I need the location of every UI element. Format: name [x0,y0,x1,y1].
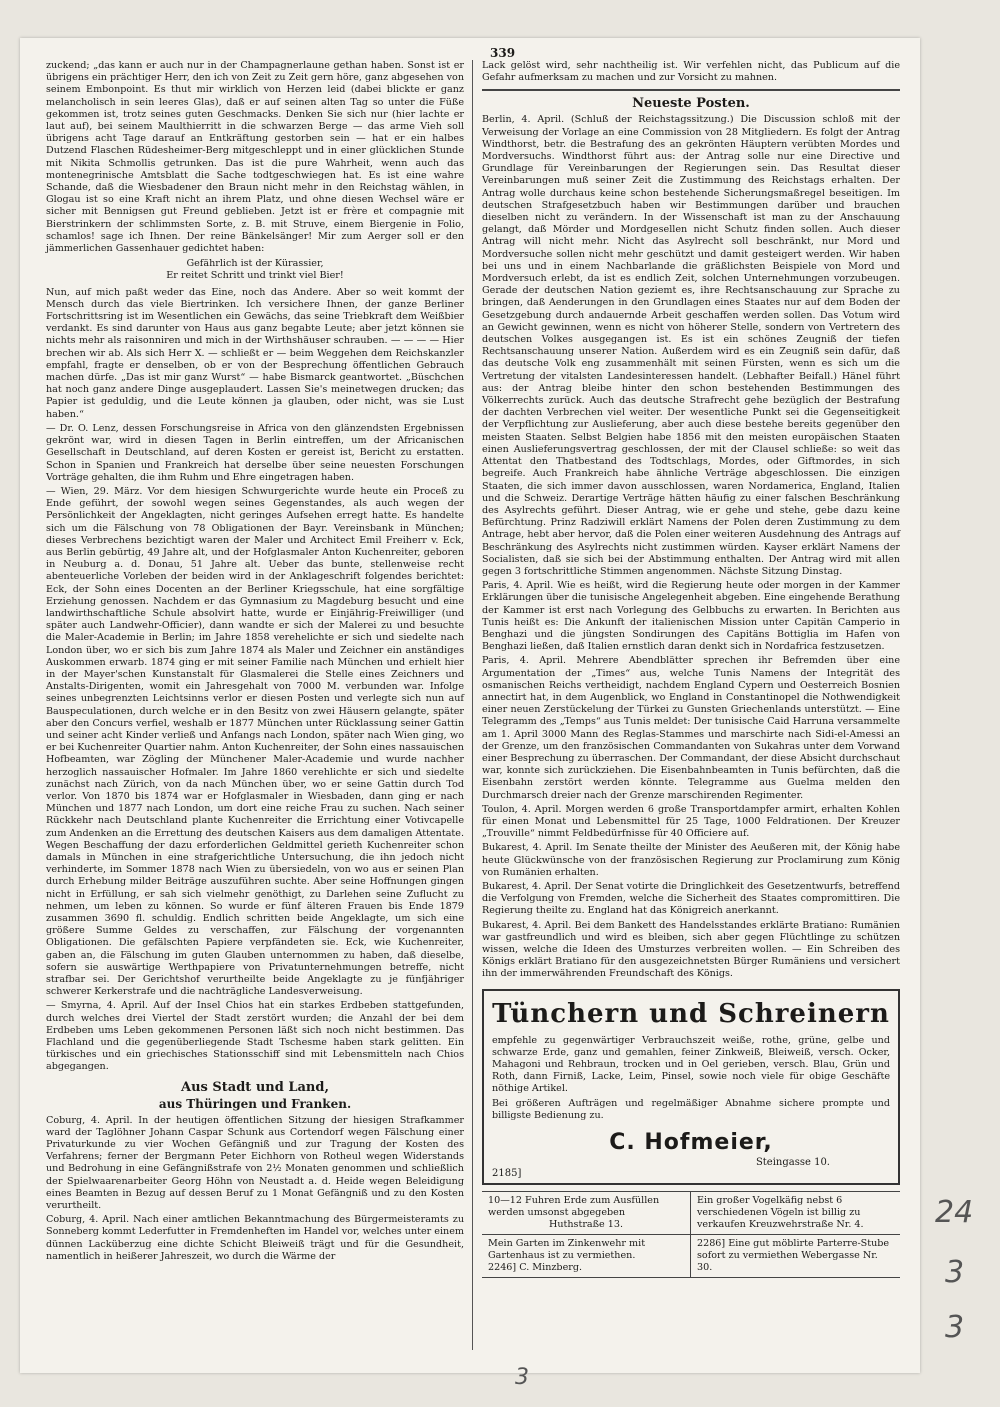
small-ad-line: Huthstraße 13. [548,1219,624,1231]
news-paragraph: Paris, 4. April. Mehrere Abendblätter sprechen ihr Befremden über eine Argumentation der „Times“ aus, welche Tunis Namens der Integrität des osmanischen Reichs vertheidigt, nachdem England Cypern und Oesterreich Bosnien annectirt hat, in dem Augenblick, wo England in Constantinopel die Nothwendigkeit einer neuen Zerstückelung der Türkei zu Gunsten Griechenlands unterstützt. — Eine Telegramm des „Temps“ aus Tunis meldet: Der tunisische Caid Harruna versammelte am 1. April 3000 Mann des Reglas-Stammes und marschirte nach Sidi-el-Amessi an der Grenze, um den französischen Commandanten von Sukahras unter dem Vorwand einer Besprechung zu überraschen. Der Commandant, der diese Absicht durchschaut war, konnte sich zurückziehen. Die Eisenbahnbeamten in Tunis befürchten, daß die Eisenbahn zerstört werden könnte. Telegramme aus Guelma melden den Durchmarsch dreier nach der Grenze marschirenden Regimenter. [482,655,900,801]
small-ad-line: 2246] C. Minzberg. [488,1262,583,1274]
news-paragraph: Paris, 4. April. Wie es heißt, wird die Regierung heute oder morgen in der Kammer Erklärungen über die tunisische Angelegenheit abgeben. Eine eingehende Berathung der Kammer ist erst nach Vorlegung des Gelbbuchs zu erwarten. In Berichten aus Tunis heißt es: Die Ankunft der italienischen Mission unter Capitän Camperio in Benghazi und die jüngsten Sondirungen des Capitäns Bottiglia im Hafen von Benghazi ließen, daß Italien ernstlich daran denkt sich in Nordafrica festzusetzen. [482,580,900,653]
posts-heading: Neueste Posten. [632,96,750,112]
article-paragraph: zuckend; „das kann er auch nur in der Champagnerlaune gethan haben. Sonst ist er übrigens ein prächtiger Herr, den ich von Zeit zu Zeit gern höre, ganz abgesehen von seinem Embonpoint. Es thut mir wirklich von Herzen leid (dabei blickte er ganz melancholisch in sein leeres Glas), daß er auf seinen alten Tag so unter die Füße gekommen ist, trotz seines guten Geschmacks. Denken Sie sich nur (hier lachte er laut auf), bei seinem Maulthierritt in die schwarzen Berge — das arme Vieh soll übrigens acht Tage darauf an Entkräftung gestorben sein — hat er ein halbes Dutzend Flaschen Rüdesheimer-Berg mitgeschleppt und in einer glücklichen Stunde mit Nikita Schmollis getrunken. Das ist die pure Wahrheit, wenn auch das montenegrinische Amtsblatt die Sache todtgeschwiegen hat. Es ist eine wahre Schande, daß die Wiesbadener den Braun nicht mehr in den Reichstag wählen, in Glogau ist so eine Kraft nicht an ihrem Platz, und ohne diesen Wechsel wäre er sicher mit Bennigsen gut Freund geblieben. Jetzt ist er frère et compagnie mit Bierstrinkern der schlimmsten Sorte, z. B. mit Struve, einem Biergenie in Folio, schamlos! sage ich Ihnen. Der reine Bänkelsänger! Mir zum Aerger soll er den jämmerlichen Gassenhauer gedichtet haben: [46,60,464,255]
news-paragraph: Bukarest, 4. April. Bei dem Bankett des Handelsstandes erklärte Bratiano: Rumänien war gastfreundlich und wird es bleiben, sich aber gegen Flüchtlinge zu schützen wissen, welche die Ideen des Umsturzes verbreiten wollen. — Ein Schreiben des Königs erklärt Bratiano für den ausgezeichnetsten Bürger Rumäniens und versichert ihn der immerwährenden Freundschaft des Königs. [482,919,900,980]
verse-line: Gefährlich ist der Kürassier, [186,258,324,270]
right-column [482,60,900,1278]
news-paragraph: Toulon, 4. April. Morgen werden 6 große Transportdampfer armirt, erhalten Kohlen für einen Monat und Lebensmittel für 25 Tage, 1000 Feldrationen. Der Kreuzer „Trouville“ nimmt Feldbedürfnisse für 40 Officiere auf. [482,803,900,840]
section-heading: Aus Stadt und Land, [181,1079,329,1095]
margin-note: 3 [945,1310,965,1345]
section-rule [482,89,900,91]
margin-note: 3 [945,1255,965,1290]
article-paragraph: — Smyrna, 4. April. Auf der Insel Chios hat ein starkes Erdbeben stattgefunden, durch welches drei Viertel der Stadt zerstört wurden; die Anzahl der bei dem Erdbeben ums Leben gekommenen Personen läßt sich noch nicht bestimmen. Das Flachland und die gegenüberliegende Stadt Tschesme haben stark gelitten. Ein türkisches und ein griechisches Stationsschiff sind mit Lebensmitteln nach Chios abgegangen. [46,1000,464,1073]
news-paragraph: Bukarest, 4. April. Der Senat votirte die Dringlichkeit des Gesetzentwurfs, betreffend die Verfolgung von Fremden, welche die Sicherheit des Staates compromittiren. Die Regierung theilte zu. England hat das Königreich anerkannt. [482,881,900,917]
article-paragraph: Coburg, 4. April. In der heutigen öffentlichen Sitzung der hiesigen Strafkammer ward der Taglöhner Johann Caspar Schunk aus Cortendorf wegen Fälschung einer Privaturkunde zu vier Wochen Gefängniß und zur Tragung der Kosten des Verfahrens; ferner der Bergmann Peter Eichhorn von Rotheul wegen Widerstands und Bedrohung in eine Gefängnißstrafe von 2½ Monaten genommen und schließlich der Spielwaarenarbeiter Georg Höhn von Neustadt a. d. Heide wegen Beleidigung eines Beamten in Bezug auf dessen Beruf zu 1 Monat Gefängniß und zu den Kosten verurtheilt. [46,1114,464,1212]
left-column [46,60,464,1265]
small-ad-line: Mein Garten im Zinkenwehr mit Gartenhaus ist zu vermiethen. [488,1238,646,1262]
article-paragraph: — Wien, 29. März. Vor dem hiesigen Schwurgerichte wurde heute ein Proceß zu Ende geführt, der sowohl wegen seines Gegenstandes, als auch wegen der Persönlichkeit der Angeklagten, nicht geringes Aufsehen erregt hatte. Es handelte sich um die Fälschung von 78 Obligationen der Bayr. Vereinsbank in München; dieses Verbrechens bezichtigt waren der Maler und Architect Emil Freiherr v. Eck, aus Berlin gebürtig, 49 Jahre alt, und der Hofglasmaler Anton Kuchenreiter, geboren in Neuburg a. d. Donau, 51 Jahre alt. Ueber das bunte, stellenweise recht abenteuerliche Vorleben der beiden wird in der Anklageschrift folgendes berichtet: Eck, der Sohn eines Docenten an der Berliner Kriegsschule, hat eine sorgfältige Erziehung genossen. Nachdem er das Gymnasium zu Magdeburg besucht und eine landwirthschaftliche Schule absolvirt hatte, wurde er Einjährig-Freiwilliger (und später auch Landwehr-Officier), dann wandte er sich der Malerei zu und besuchte die Maler-Academie in Berlin; im Jahre 1858 verehelichte er sich und siedelte nach London über, wo er sich bis zum Jahre 1874 als Maler und Zeichner ein anständiges Auskommen erwarb. 1874 ging er mit seiner Familie nach München und erhielt hier in der Mayer'schen Kunstanstalt für Glasmalerei die Stelle eines Zeichners und Anstalts-Dirigenten, womit ein Jahresgehalt von 7000 M. verbunden war. Infolge seines unbegrenzten Leichtsinns verlor er diesen Posten und verlegte sich nun auf Bauspeculationen, durch welche er in den Besitz von zwei Häusern gelangte, später aber den Concurs verfiel, weshalb er 1877 München unter Rücklassung seiner Gattin und seiner acht Kinder verließ und Anfangs nach London, später nach Wien ging, wo er bei Kuchenreiter Quartier nahm. Anton Kuchenreiter, der Sohn eines nassauischen Hofbeamten, war Zögling der Münchener Maler-Academie und wurde nachher herzoglich nassauischer Hofmaler. Im Jahre 1860 verehlichte er sich und siedelte zunächst nach Zürich, von da nach München über, wo er seine Gattin durch Tod verlor. Von 1870 bis 1874 war er Hofglasmaler in Wiesbaden, dann ging er nach München und 1877 nach London, um dort eine reiche Frau zu suchen. Nach seiner Rückkehr nach Deutschland plante Kuchenreiter die Errichtung einer Votivcapelle zum Andenken an die Errettung des deutschen Kaisers aus dem damaligen Attentate. Wegen Beschaffung der dazu erforderlichen Geldmittel gerieth Kuchenreiter schon damals in München in eine strafgerichtliche Untersuchung, die ihn jedoch nicht verhinderte, im Sommer 1878 nach Wien zu übersiedeln, von wo aus er seinen Plan durch Erhebung milder Beiträge auszuführen suchte. Aber seine Hoffnungen gingen nicht in Erfüllung, er sah sich vielmehr genöthigt, zu Darlehen seine Zuflucht zu nehmen, um leben zu können. So wurde er fünf älteren Frauen bis Ende 1879 zusammen 3690 fl. schuldig. Endlich schritten beide Angeklagte, um sich eine größere Summe Geldes zu verschaffen, zur Fälschung der vorgenannten Obligationen. Die gefälschten Papiere verpfändeten sie. Eck, wie Kuchenreiter, gaben an, die Fälschung im guten Glauben unternommen zu haben, daß dieselbe, sofern sie auswärtige Werthpapiere von Privatunternehmungen betreffe, nicht strafbar sei. Der Gerichtshof verurtheilte beide Angeklagte zu je fünfjähriger schwerer Kerkerstrafe und die nachträgliche Landesverweisung. [46,485,464,998]
small-ads-grid [482,1191,900,1278]
news-paragraph: Bukarest, 4. April. Im Senate theilte der Minister des Aeußeren mit, der König habe heute Glückwünsche von der französischen Regierung zur Proclamirung zum König von Rumänien erhalten. [482,842,900,878]
article-paragraph: Nun, auf mich paßt weder das Eine, noch das Andere. Aber so weit kommt der Mensch durch das viele Biertrinken. Ich versichere Ihnen, der ganze Berliner Fortschrittsring ist im Wesentlichen ein Gewächs, das seine Triebkraft dem Weißbier verdankt. Es sind darunter von Haus aus ganz begabte Leute; aber jetzt können sie nichts mehr als raisonniren und mich in der Wirthshäuser schrauben. — — — — Hier brechen wir ab. Als sich Herr X. — schließt er — beim Weggehen dem Reichskanzler empfahl, fragte er denselben, ob er von der Besprechung öffentlichen Gebrauch machen dürfe. „Das ist mir ganz Wurst“ — habe Bismarck geantwortet. „Büschchen hat noch ganz andere Dinge ausgeplaudert. Lassen Sie's meinetwegen drucken; das Papier ist geduldig, und die Leute können ja glauben, oder nicht, was sie Lust haben.“ [46,286,464,420]
small-ad-line: Ein großer Vogelkäfig nebst 6 verschiedenen Vögeln ist billig zu verkaufen Kreuzwehrstraße Nr. 4. [697,1195,864,1231]
advertisement-title: Tünchern und Schreinern [492,998,890,1029]
advertisement-number: 2185] [492,1168,522,1180]
small-ad [691,1235,900,1278]
column-divider [472,60,473,1350]
newspaper-page [20,38,920,1373]
verse-line: Er reitet Schritt und trinkt viel Bier! [166,270,344,282]
margin-note: 24 [935,1195,974,1230]
advertisement-text-2: Bei größeren Aufträgen und regelmäßiger Abnahme sichere prompte und billigste Bedienung zu. [492,1097,890,1121]
advertisement-box [482,989,900,1185]
article-paragraph: Lack gelöst wird, sehr nachtheilig ist. Wir verfehlen nicht, das Publicum auf die Gefahr aufmerksam zu machen und zur Vorsicht zu mahnen. [482,60,900,84]
verse [46,258,464,282]
advertisement-address: Steingasse 10. [755,1157,830,1169]
page-number: 339 [490,46,516,60]
article-paragraph: Coburg, 4. April. Nach einer amtlichen Bekanntmachung des Bürgermeisteramts zu Sonneberg kommt Lederfutter in Fremdenheften im Handel vor, welches unter einem dünnen Lacküberzug eine dichte Schicht Bleiweiß trägt und für die Gesundheit, namentlich in heißerer Jahreszeit, wo durch die Wärme der [46,1214,464,1262]
small-ad [691,1192,900,1235]
advertisement-brand: C. Hofmeier, [609,1130,773,1156]
article-paragraph: — Dr. O. Lenz, dessen Forschungsreise in Africa von den glänzendsten Ergebnissen gekrönt war, wird in diesen Tagen in Berlin eintreffen, um der Africanischen Gesellschaft in Deutschland, auf deren Kosten er gereist ist, Bericht zu erstatten. Schon in Spanien und Frankreich hat derselbe über seine neuesten Forschungen Vorträge gehalten, die ihm Ruhm und Ehre eingetragen haben. [46,422,464,483]
small-ad [482,1192,691,1235]
advertisement-text: empfehle zu gegenwärtiger Verbrauchszeit weiße, rothe, grüne, gelbe und schwarze Erde, ganz und gemahlen, feiner Zinkweiß, Bleiweiß, versch. Ocker, Mahagoni und Rehbraun, trocken und in Oel gerieben, versch. Blau, Grün und Roth, dann Firniß, Lacke, Leim, Pinsel, sowie noch viele für obige Geschäfte nöthige Artikel. [492,1034,890,1095]
news-paragraph: Berlin, 4. April. (Schluß der Reichstagssitzung.) Die Discussion schloß mit der Verweisung der Vorlage an eine Commission von 28 Mitgliedern. Es folgt der Antrag Windthorst, betr. die Bestrafung des an gekrönten Häuptern verübten Mordes und Mordversuchs. Windthorst führt aus: der Antrag solle nur eine Directive und Grundlage für Vereinbarungen der Regierungen sein. Das Resultat dieser Vereinbarungen muß seiner Zeit die Zustimmung des Reichstags erhalten. Der Antrag wolle durchaus keine schon bestehende Sicherungsmaßregel beseitigen. Im deutschen Strafgesetzbuch haben wir Bestimmungen darüber und brauchen dieselben nicht zu verändern. In der Wissenschaft ist man zu der Anschauung gelangt, daß Mörder und Mordgesellen nicht Schutz finden sollen. Auch dieser Antrag will nicht mehr. Nicht das Asylrecht soll beschränkt, nur Mord und Mordversuche sollen nicht mehr geschützt und damit gesteigert werden. Wir haben bei uns und in einem Nachbarlande die gräßlichsten Beispiele von Mord und Mordversuch erlebt, da ist es endlich Zeit, solchen Unternehmungen vorzubeugen. Gerade der deutschen Nation geziemt es, ihre Rechtsanschauung zur Sprache zu bringen, daß Aenderungen in den Grundlagen eines Staates nur auf dem Boden der Gesetzgebung durch andauernde Arbeit geschaffen werden sollen. Das Votum wird an Gewicht gewinnen, wenn es nicht von höherer Stelle, sondern von Vertretern des deutschen Volkes ausgegangen ist. Es ist ein schönes Zeugniß der tiefen Rechtsanschauung unserer Nation. Außerdem wird es ein Zeugniß sein dafür, daß das deutsche Volk eng zusammenhält mit seinen Fürsten, wenn es sich um die Vertretung der vitalsten Landesinteressen handelt. (Lebhafter Beifall.) Hänel führt aus: der Antrag bleibe hinter den schon bestehenden Bestimmungen des Völkerrechts zurück. Auch das deutsche Strafrecht gehe bezüglich der Bestrafung der dachten Verbrechen viel weiter. Der wesentliche Punkt sei die Gegenseitigkeit der Verpflichtung zur Auslieferung, aber auch diese bestehe bereits gegenüber den meisten Staaten. Selbst Belgien habe 1856 mit den meisten europäischen Staaten einen Auslieferungsvertrag geschlossen, der mit der Clausel schließe: so weit das Attentat den Thatbestand des Todtschlags, Mordes, oder Giftmordes, in sich begreife. Auch Frankreich habe ähnliche Verträge abgeschlossen. Die einzigen Staaten, die sich immer davon ausschlossen, waren Nordamerica, England, Italien und die Schweiz. Derartige Verträge hätten häufig zu einer falschen Beschränkung des Asylrechts geführt. Dieser Antrag, wie er gehe und stehe, gebe dazu keine Befürchtung. Prinz Radziwill erklärt Namens der Polen deren Zustimmung zu dem Antrage, hebt aber hervor, daß die Polen einer weiteren Ausdehnung des Antrags auf Beschränkung des Asylrechts nicht zustimmen würden. Kayser erklärt Namens der Socialisten, daß sie sich bei der Abstimmung enthalten. Der Antrag wird mit allen gegen 3 fortschrittliche Stimmen angenommen. Nächste Sitzung Dinstag. [482,114,900,577]
section-subheading: aus Thüringen und Franken. [158,1096,352,1111]
small-ad-line: 10—12 Fuhren Erde zum Ausfüllen werden umsonst abgegeben [488,1195,660,1219]
small-ad-line: 2286] Eine gut möblirte Parterre-Stube sofort zu vermiethen Webergasse Nr. 30. [697,1238,890,1274]
margin-note: 3 [515,1365,529,1390]
small-ad [482,1235,691,1278]
